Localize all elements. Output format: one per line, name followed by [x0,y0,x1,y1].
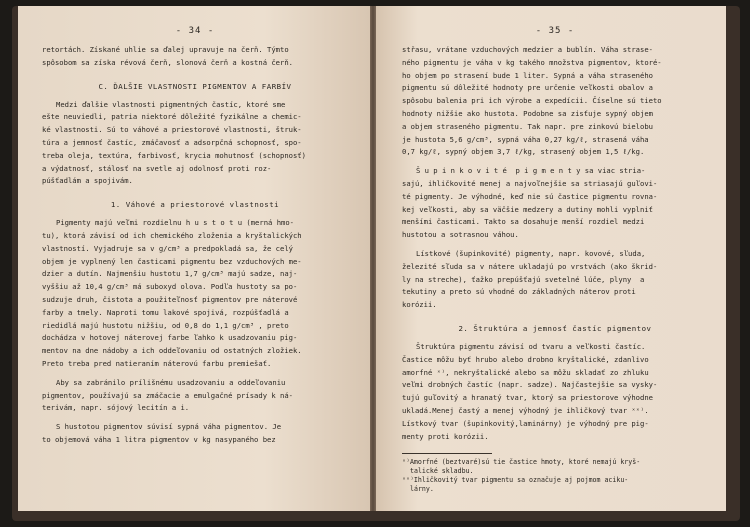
text-line: ného pigmentu je váha v kg takého množstva pigmentov, ktoré- [402,57,662,67]
text-line: retortách. Získané uhlie sa ďalej upravuje na čerň. Týmto [42,45,289,54]
text-line: ukladá.Menej častý a menej výhodný je ihličkový tvar ˣˣ⁾. [402,405,649,415]
left-page-text [42,44,348,447]
text-line: Š u p i n k o v i t é p i g m e n t y sa viac stria- [416,166,646,176]
subsection-heading: 1. Váhové a priestorové vlastnosti [110,200,280,210]
section-heading: C. ĎALŠIE VLASTNOSTI PIGMENTOV A FARBÍV [98,81,292,91]
text-line: dzier a dutín. Najmenšiu hustotu 1,7 g/cm³ majú sadze, naj- [42,269,298,279]
text-line: kej veľkosti, aby sa väčšie medzery a dutiny mohli vyplniť [402,204,653,214]
right-page-text [402,44,708,494]
text-line: ké vlastnosti. Sú to váhové a priestorové vlastnosti, štruk- [42,125,302,135]
text-line: S hustotou pigmentov súvisí sypná váha pigmentov. Je [56,422,282,432]
text-line: sajú, ihličkovité menej a najvoľnejšie sa striasajú guľovi- [402,178,658,188]
text-line: korózii. [402,300,437,310]
text-line: ešte neuviedli, patria niektoré dôležité fyzikálne a chemic- [42,112,302,122]
book-spread [12,6,740,521]
text-line: ho objem po strasení bude 1 liter. Sypná a váha straseného [402,70,653,80]
text-line: farby a tmely. Naproti tomu lakové spojivá, rozpúšťadlá a [42,307,289,317]
text-line: Aby sa zabránilo prílišnému usadzovaniu a oddeľovaniu [56,377,286,387]
text-line: je hustota 5,6 g/cm³, sypná váha 0,27 kg/ℓ, strasená váha [402,134,649,144]
text-line: pigmentu sú dôležité hodnoty pre určenie veľkosti obalov a [402,83,653,93]
text-line: terivám, napr. sójový lecitín a i. [42,403,190,413]
text-line: 0,7 kg/ℓ, sypný objem 3,7 ℓ/kg, strasený objem 1,5 ℓ/kg. [402,147,645,157]
text-line: a objem straseného pigmentu. Tak napr. pre zinkovú bielobu [402,121,653,131]
text-line: treba oleja, textúra, farbivosť, krycia mohutnosť (schopnosť) [42,150,306,160]
text-line: mentov na dne nádoby a ich oddeľovaniu od ostatných zložiek. [42,346,302,356]
text-line: ly na streche), ťažko prepúšťajú svetelné lúče, plyny a [402,274,645,284]
text-line: vlastností. Vyjadruje sa v g/cm³ a predpokladá sa, že celý [42,243,293,253]
text-line: spôsobu balenia pri ich výrobe a expedícii. Číselne sú tieto [402,96,662,106]
footnote-line: ˣ⁾Amorfné (beztvaré)sú tie častice hmoty, ktoré nemajú kryš- [402,458,641,467]
footnote-line: talické skladbu. [410,467,474,476]
text-line: hodnoty nižšie ako hustota. Podobne sa zisťuje sypný objem [402,108,653,118]
footnote-line: ˣˣ⁾Ihličkovitý tvar pigmentu sa označuje aj pojmom aciku- [402,476,629,485]
page-number-left: - 34 - [175,26,215,36]
right-page [376,6,726,511]
text-line: spôsobom sa získa révová čerň, slonová čerň a kostná čerň. [42,57,293,67]
text-line: železité sľuda sa v nátere ukladajú po vrstvách (ako škrid- [402,261,658,271]
subsection-heading: 2. Štruktúra a jemnosť častíc pigmentov [458,323,652,333]
text-line: púšťadlám a spojivám. [42,176,133,186]
text-line: vyššiu až 10,4 g/cm³ má suboxyd olova. Podľa hustoty sa po- [42,282,298,292]
text-line: hustotou a sotrasnou váhou. [402,230,519,240]
text-line: Lístkové (šupinkovité) pigmenty, napr. kovové, sľuda, [416,248,646,258]
page-number-right: - 35 - [535,26,575,36]
text-line: amorfné ˣ⁾, nekryštalické alebo sa môžu skladať zo zhluku [402,367,649,377]
footnotes [402,458,708,494]
text-line: Lístkový tvar (šupinkovitý,laminárny) je výhodný pre pig- [402,418,649,428]
text-line: dochádza v hotovej náterovej farbe ľahko k usadzovaniu pig- [42,333,298,343]
text-line: túra a jemnosť častíc, zmáčavosť a adsorpčná schopnosť, spo- [42,137,302,147]
text-line: veľmi drobných častíc (napr. sadze). Najčastejšie sa vysky- [402,380,658,390]
text-line: menty proti korózii. [402,431,489,441]
text-line: menšími časticami. Takto sa dosahuje menší rozdiel medzi [402,217,645,227]
text-line: Pigmenty majú veľmi rozdielnu h u s t o t u (merná hmo- [56,218,294,228]
text-line: sudzuje druh, čistota a použiteľnosť pigmentov pre náterové [42,294,298,304]
text-line: té pigmenty. Je výhodné, keď nie sú častice pigmentu rovna- [402,191,658,201]
text-line: Medzi ďalšie vlastnosti pigmentných častíc, ktoré sme [56,99,286,109]
text-line: riedidlá majú hustotu nižšiu, od 0,8 do 1,1 g/cm³ , preto [42,320,289,330]
left-page [18,6,370,511]
text-line: tujú guľovitý a hranatý tvar, ktorý sa priestorove výhodne [402,393,653,403]
text-line: objem je vyplnený len časticami pigmentu bez vzduchových me- [42,256,302,266]
footnote-line: lárny. [410,485,434,494]
text-line: pigmentov, používajú sa zmáčacie a emulgačné prísady k ná- [42,390,293,400]
footnote-divider [402,453,492,454]
text-line: tu), ktorá závisí od ich chemického zloženia a kryštalických [42,230,302,240]
text-line: střasu, vrátane vzduchových medzier a bublín. Váha strase- [402,45,653,54]
text-line: tekutiny a preto sú vhodné do základných náterov proti [402,287,636,297]
text-line: to objemová váha 1 litra pigmentov v kg nasypaného bez [42,434,276,444]
text-line: Štruktúra pigmentu závisí od tvaru a veľkosti častíc. [416,341,646,351]
text-line: Častice môžu byť hrubo alebo drobno kryštalické, zdanlivo [402,354,649,364]
text-line: Preto treba pred natieraním náterovú farbu premiešať. [42,358,272,368]
text-line: a výdatnosť, stálosť na svetle aj odolnosť proti roz- [42,163,272,173]
